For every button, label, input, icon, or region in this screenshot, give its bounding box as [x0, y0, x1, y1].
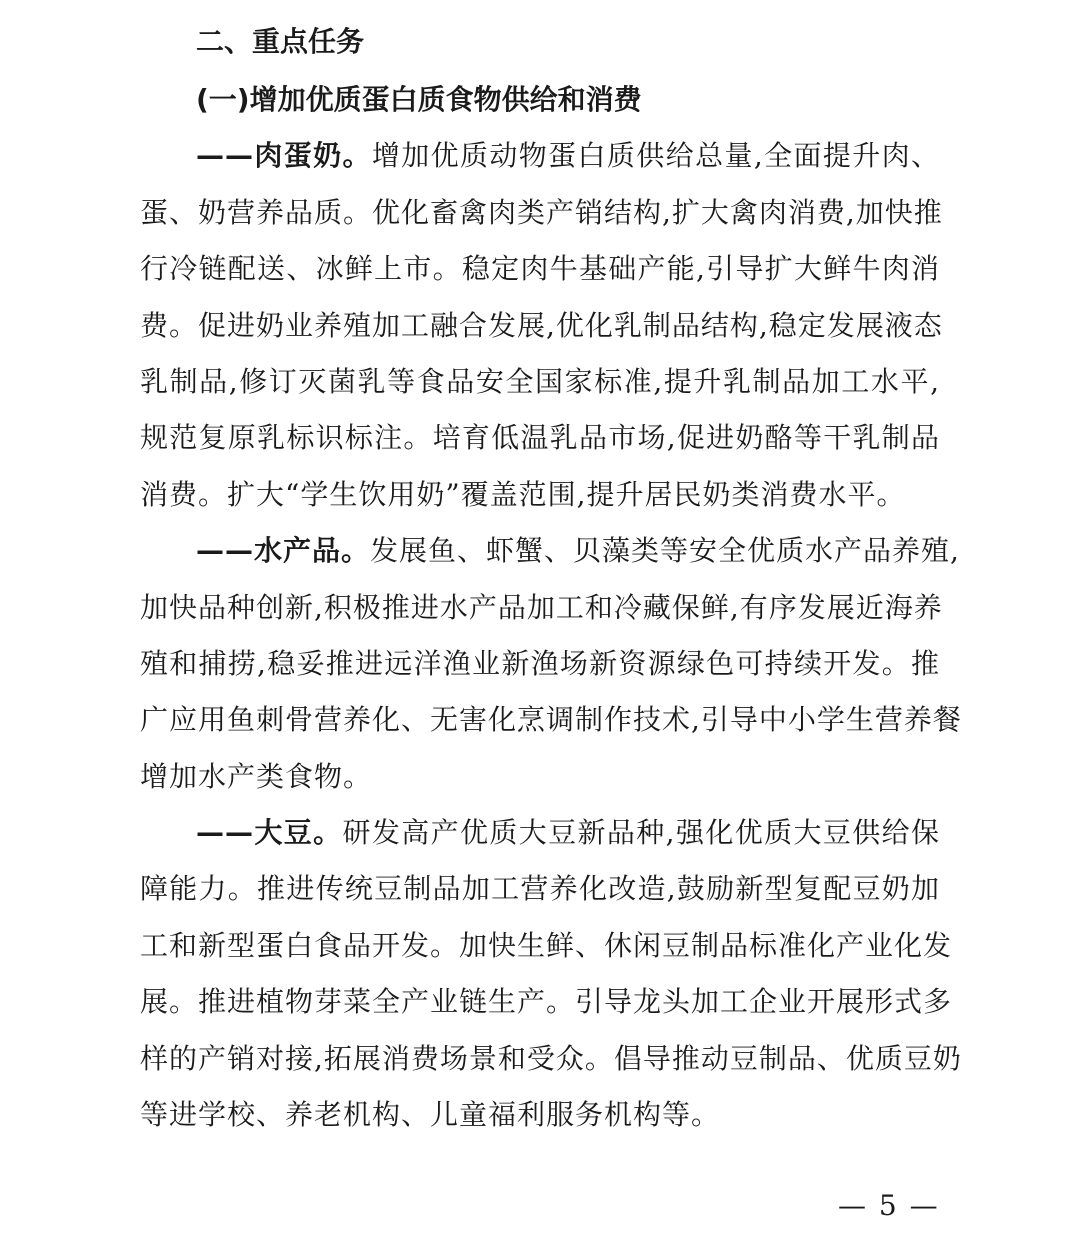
page-number: — 5 — [838, 1189, 940, 1222]
section-heading: 二、重点任务 [196, 25, 365, 58]
subsection-heading: (一)增加优质蛋白质食物供给和消费 [196, 83, 642, 116]
paragraph-line [196, 531, 960, 571]
paragraph-line: 样的产销对接,拓展消费场景和受众。倡导推动豆制品、优质豆奶 [140, 1042, 962, 1075]
paragraph-line: 乳制品,修订灭菌乳等食品安全国家标准,提升乳制品加工水平, [140, 365, 940, 398]
paragraph-line: 费。促进奶业养殖加工融合发展,优化乳制品结构,稳定发展液态 [140, 309, 943, 342]
paragraph-line: 增加水产类食物。 [140, 760, 373, 793]
paragraph-line: 工和新型蛋白食品开发。加快生鲜、休闲豆制品标准化产业化发 [140, 929, 953, 962]
paragraph-line: 殖和捕捞,稳妥推进远洋渔业新渔场新资源绿色可持续开发。推 [140, 647, 940, 680]
paragraph-line: 规范复原乳标识标注。培育低温乳品市场,促进奶酪等干乳制品 [140, 421, 940, 454]
paragraph-line: 蛋、奶营养品质。优化畜禽肉类产销结构,扩大禽肉消费,加快推 [140, 196, 943, 229]
paragraph-text: 增加优质动物蛋白质供给总量,全面提升肉、 [371, 139, 940, 172]
paragraph-text: 研发高产优质大豆新品种,强化优质大豆供给保 [342, 816, 940, 849]
paragraph-line: 展。推进植物芽菜全产业链生产。引导龙头加工企业开展形式多 [140, 985, 953, 1018]
paragraph-lead: ——肉蛋奶。 [196, 139, 372, 172]
paragraph-line: 等进学校、养老机构、儿童福利服务机构等。 [140, 1098, 721, 1131]
paragraph-line: 消费。扩大“学生饮用奶”覆盖范围,提升居民奶类消费水平。 [140, 478, 906, 511]
paragraph-lead: ——水产品。 [196, 534, 371, 567]
paragraph-line [196, 136, 940, 176]
paragraph-line: 障能力。推进传统豆制品加工营养化改造,鼓励新型复配豆奶加 [140, 872, 940, 905]
paragraph-line [196, 813, 940, 853]
paragraph-text: 发展鱼、虾蟹、贝藻类等安全优质水产品养殖, [370, 534, 960, 567]
paragraph-line: 加快品种创新,积极推进水产品加工和冷藏保鲜,有序发展近海养 [140, 591, 943, 624]
paragraph-line: 行冷链配送、冰鲜上市。稳定肉牛基础产能,引导扩大鲜牛肉消 [140, 252, 940, 285]
paragraph-lead: ——大豆。 [196, 816, 343, 849]
paragraph-line: 广应用鱼刺骨营养化、无害化烹调制作技术,引导中小学生营养餐 [140, 703, 962, 736]
